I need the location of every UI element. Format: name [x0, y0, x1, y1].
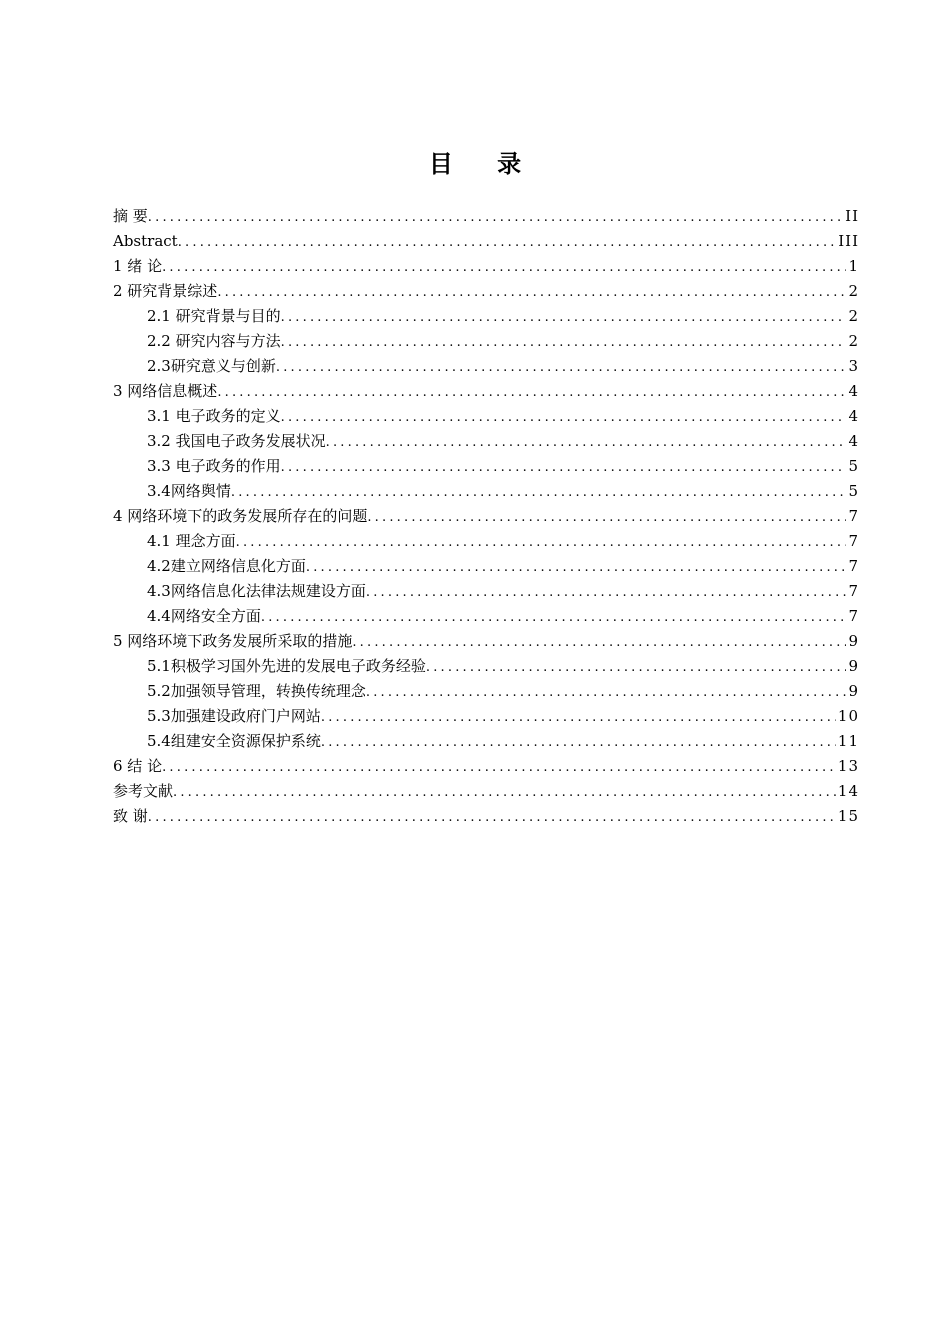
toc-entry[interactable]	[113, 754, 859, 779]
dot-leader	[366, 680, 847, 705]
dot-leader	[306, 555, 847, 580]
dot-leader	[162, 755, 836, 780]
toc-entry-label: 摘 要	[113, 207, 148, 225]
toc-entry-page: 7	[848, 507, 859, 525]
dot-leader	[236, 530, 847, 555]
toc-entry-page: 7	[848, 607, 859, 625]
dot-leader	[261, 605, 847, 630]
toc-entry[interactable]	[113, 379, 859, 404]
toc-entry-page: 9	[848, 657, 859, 675]
toc-entry-page: 10	[837, 707, 859, 725]
toc-entry[interactable]	[113, 629, 859, 654]
toc-entry-label: 致 谢	[113, 807, 148, 825]
dot-leader	[321, 730, 836, 755]
toc-entry-page: 15	[837, 807, 859, 825]
toc-entry[interactable]	[113, 779, 859, 804]
toc-entry-label: 4.1 理念方面	[147, 532, 236, 550]
dot-leader	[281, 455, 847, 480]
toc-entry-label: 3.2 我国电子政务发展状况	[147, 432, 326, 450]
toc-entry-page: 4	[848, 432, 859, 450]
toc-entry[interactable]	[113, 679, 859, 704]
toc-entry[interactable]	[113, 204, 859, 229]
toc-entry-label: 2.3研究意义与创新	[147, 357, 276, 375]
toc-entry-label: 5.1积极学习国外先进的发展电子政务经验	[147, 657, 426, 675]
toc-entry-page: 5	[848, 457, 859, 475]
dot-leader	[162, 255, 846, 280]
toc-entry-label: 6 结 论	[113, 757, 163, 775]
toc-entry[interactable]	[113, 254, 859, 279]
dot-leader	[217, 380, 846, 405]
toc-entry[interactable]	[113, 304, 859, 329]
toc-entry-page: II	[845, 207, 859, 225]
toc-entry-page: 13	[837, 757, 859, 775]
toc-entry-page: 2	[848, 332, 859, 350]
dot-leader	[367, 505, 846, 530]
toc-entry-page: 7	[848, 582, 859, 600]
dot-leader	[231, 480, 847, 505]
dot-leader	[148, 205, 843, 230]
toc-entry-page: III	[838, 232, 859, 250]
toc-entry-label: 4.2建立网络信息化方面	[147, 557, 306, 575]
toc-entry-label: 2.2 研究内容与方法	[147, 332, 281, 350]
dot-leader	[217, 280, 846, 305]
dot-leader	[326, 430, 847, 455]
toc-entry-label: 2 研究背景综述	[113, 282, 218, 300]
toc-entry-label: 3 网络信息概述	[113, 382, 218, 400]
toc-entry-label: 4 网络环境下的政务发展所存在的问题	[113, 507, 368, 525]
dot-leader	[178, 230, 837, 255]
dot-leader	[352, 630, 846, 655]
toc-entry-page: 4	[848, 407, 859, 425]
toc-entry-label: 5 网络环境下政务发展所采取的措施	[113, 632, 353, 650]
page-title: 目 录	[428, 150, 540, 178]
dot-leader	[276, 355, 847, 380]
toc-entry-label: 5.4组建安全资源保护系统	[147, 732, 321, 750]
toc-entry[interactable]	[113, 504, 859, 529]
toc-entry-page: 7	[848, 532, 859, 550]
toc-entry[interactable]	[113, 354, 859, 379]
dot-leader	[148, 805, 836, 830]
toc-entry-label: 3.1 电子政务的定义	[147, 407, 281, 425]
dot-leader	[426, 655, 847, 680]
toc-entry-label: 5.2加强领导管理，转换传统理念	[147, 682, 366, 700]
toc-entry-label: 4.4网络安全方面	[147, 607, 261, 625]
toc-entry[interactable]	[113, 579, 859, 604]
dot-leader	[281, 330, 847, 355]
toc-entry-label: 4.3网络信息化法律法规建设方面	[147, 582, 366, 600]
toc-entry[interactable]	[113, 279, 859, 304]
toc-entry-page: 4	[848, 382, 859, 400]
toc-entry[interactable]	[113, 229, 859, 254]
dot-leader	[321, 705, 836, 730]
toc-entry[interactable]	[113, 729, 859, 754]
toc-entry-page: 3	[848, 357, 859, 375]
toc-entry-label: 5.3加强建设政府门户网站	[147, 707, 321, 725]
toc-entry-label: 3.4网络舆情	[147, 482, 231, 500]
toc-entry-page: 9	[848, 682, 859, 700]
toc-entry[interactable]	[113, 454, 859, 479]
toc-entry-label: 3.3 电子政务的作用	[147, 457, 281, 475]
toc-entry[interactable]	[113, 479, 859, 504]
dot-leader	[281, 405, 847, 430]
dot-leader	[173, 780, 836, 805]
toc-entry[interactable]	[113, 404, 859, 429]
toc-entry-label: 2.1 研究背景与目的	[147, 307, 281, 325]
toc-entry[interactable]	[113, 804, 859, 829]
toc-entry-page: 5	[848, 482, 859, 500]
toc-entry[interactable]	[113, 529, 859, 554]
dot-leader	[366, 580, 847, 605]
toc-entry[interactable]	[113, 604, 859, 629]
toc-entry-page: 9	[848, 632, 859, 650]
toc-entry-page: 2	[848, 282, 859, 300]
toc-entry-label: 参考文献	[113, 782, 174, 800]
toc-entry-page: 11	[837, 732, 859, 750]
toc-entry-page: 14	[837, 782, 859, 800]
toc-entry-page: 2	[848, 307, 859, 325]
toc-entry[interactable]	[113, 654, 859, 679]
toc-entry-page: 7	[848, 557, 859, 575]
toc-entry-label: Abstract	[113, 232, 178, 250]
table-of-contents	[113, 204, 859, 829]
toc-entry[interactable]	[113, 704, 859, 729]
toc-entry-page: 1	[848, 257, 859, 275]
toc-entry-label: 1 绪 论	[113, 257, 163, 275]
toc-entry[interactable]	[113, 329, 859, 354]
dot-leader	[281, 305, 847, 330]
toc-entry[interactable]	[113, 429, 859, 454]
toc-entry[interactable]	[113, 554, 859, 579]
